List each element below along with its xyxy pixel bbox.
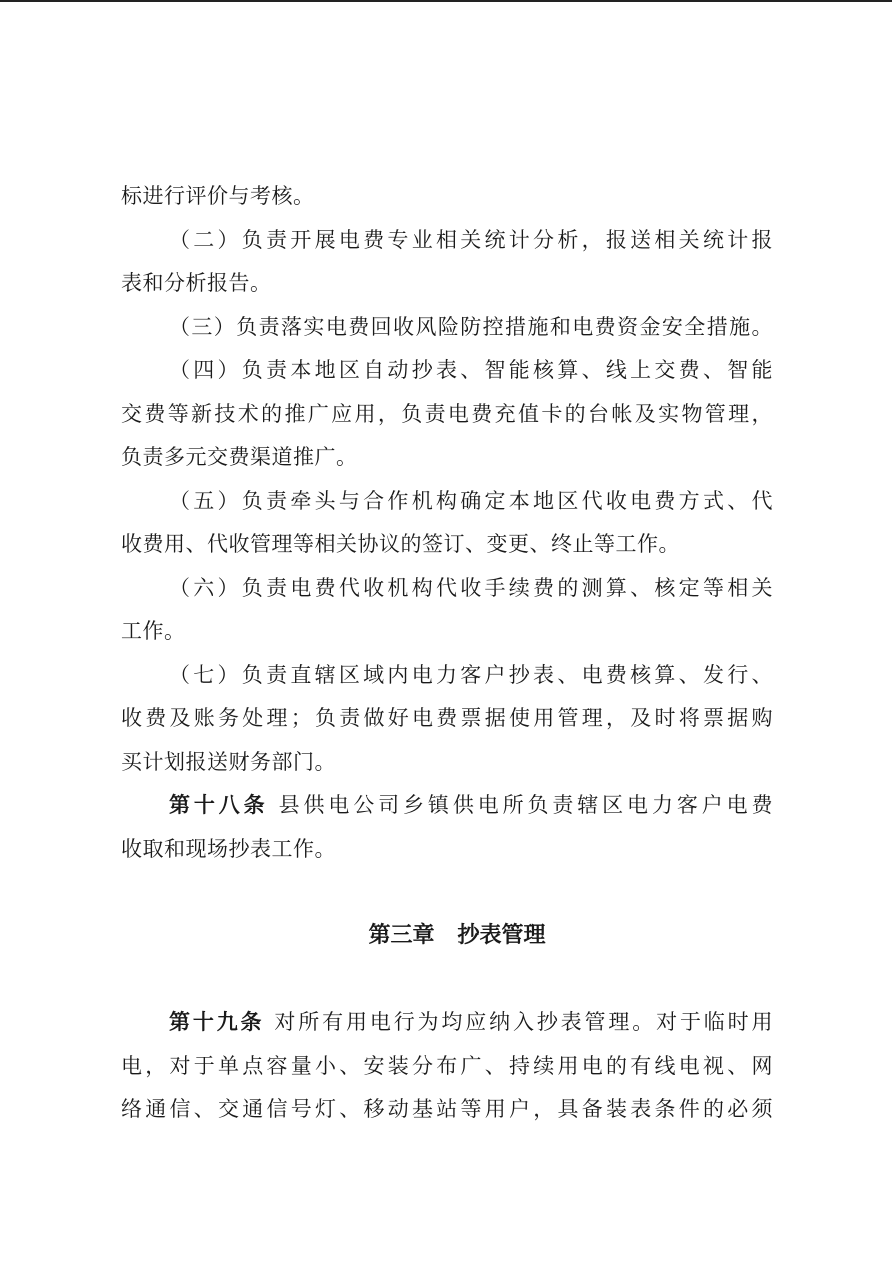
article-18-label: 第十八条 <box>169 793 269 817</box>
article-18-text: 县供电公司乡镇供电所负责辖区电力客户电费 <box>278 793 774 817</box>
paragraph-line: 收费及账务处理；负责做好电费票据使用管理，及时将票据购 <box>121 706 773 730</box>
paragraph-line: 交费等新技术的推广应用，负责电费充值卡的台帐及实物管理， <box>121 401 773 426</box>
paragraph-line: 络通信、交通信号灯、移动基站等用户，具备装表条件的必须 <box>121 1097 773 1121</box>
paragraph-line: 买计划报送财务部门。 <box>121 749 336 774</box>
article-19-text: 对所有用电行为均应纳入抄表管理。对于临时用 <box>274 1010 774 1034</box>
paragraph-line: 负责多元交费渠道推广。 <box>121 445 358 469</box>
paragraph-line: （四）负责本地区自动抄表、智能核算、线上交费、智能 <box>169 358 773 382</box>
paragraph-line: （三）负责落实电费回收风险防控措施和电费资金安全措施。 <box>169 314 773 339</box>
chapter-heading: 第三章 抄表管理 <box>368 923 546 948</box>
paragraph-line: （七）负责直辖区域内电力客户抄表、电费核算、发行、 <box>169 662 773 687</box>
page-top-border <box>0 0 892 2</box>
paragraph-line: 标进行评价与考核。 <box>121 184 315 208</box>
article-19-first-line <box>121 1001 773 1045</box>
document-page-body <box>121 175 773 1132</box>
paragraph-line: 工作。 <box>121 619 186 643</box>
paragraph-line: 收费用、代收管理等相关协议的签订、变更、终止等工作。 <box>121 532 680 556</box>
article-19-label: 第十九条 <box>169 1010 265 1034</box>
paragraph-line: （二）负责开展电费专业相关统计分析，报送相关统计报 <box>169 227 773 252</box>
paragraph-line: （六）负责电费代收机构代收手续费的测算、核定等相关 <box>169 575 773 600</box>
paragraph-line: 表和分析报告。 <box>121 271 272 295</box>
paragraph-line: 电，对于单点容量小、安装分布广、持续用电的有线电视、网 <box>121 1053 773 1078</box>
paragraph-line: （五）负责牵头与合作机构确定本地区代收电费方式、代 <box>169 488 773 513</box>
article-18-first-line <box>121 784 773 828</box>
paragraph-line: 收取和现场抄表工作。 <box>121 836 336 861</box>
